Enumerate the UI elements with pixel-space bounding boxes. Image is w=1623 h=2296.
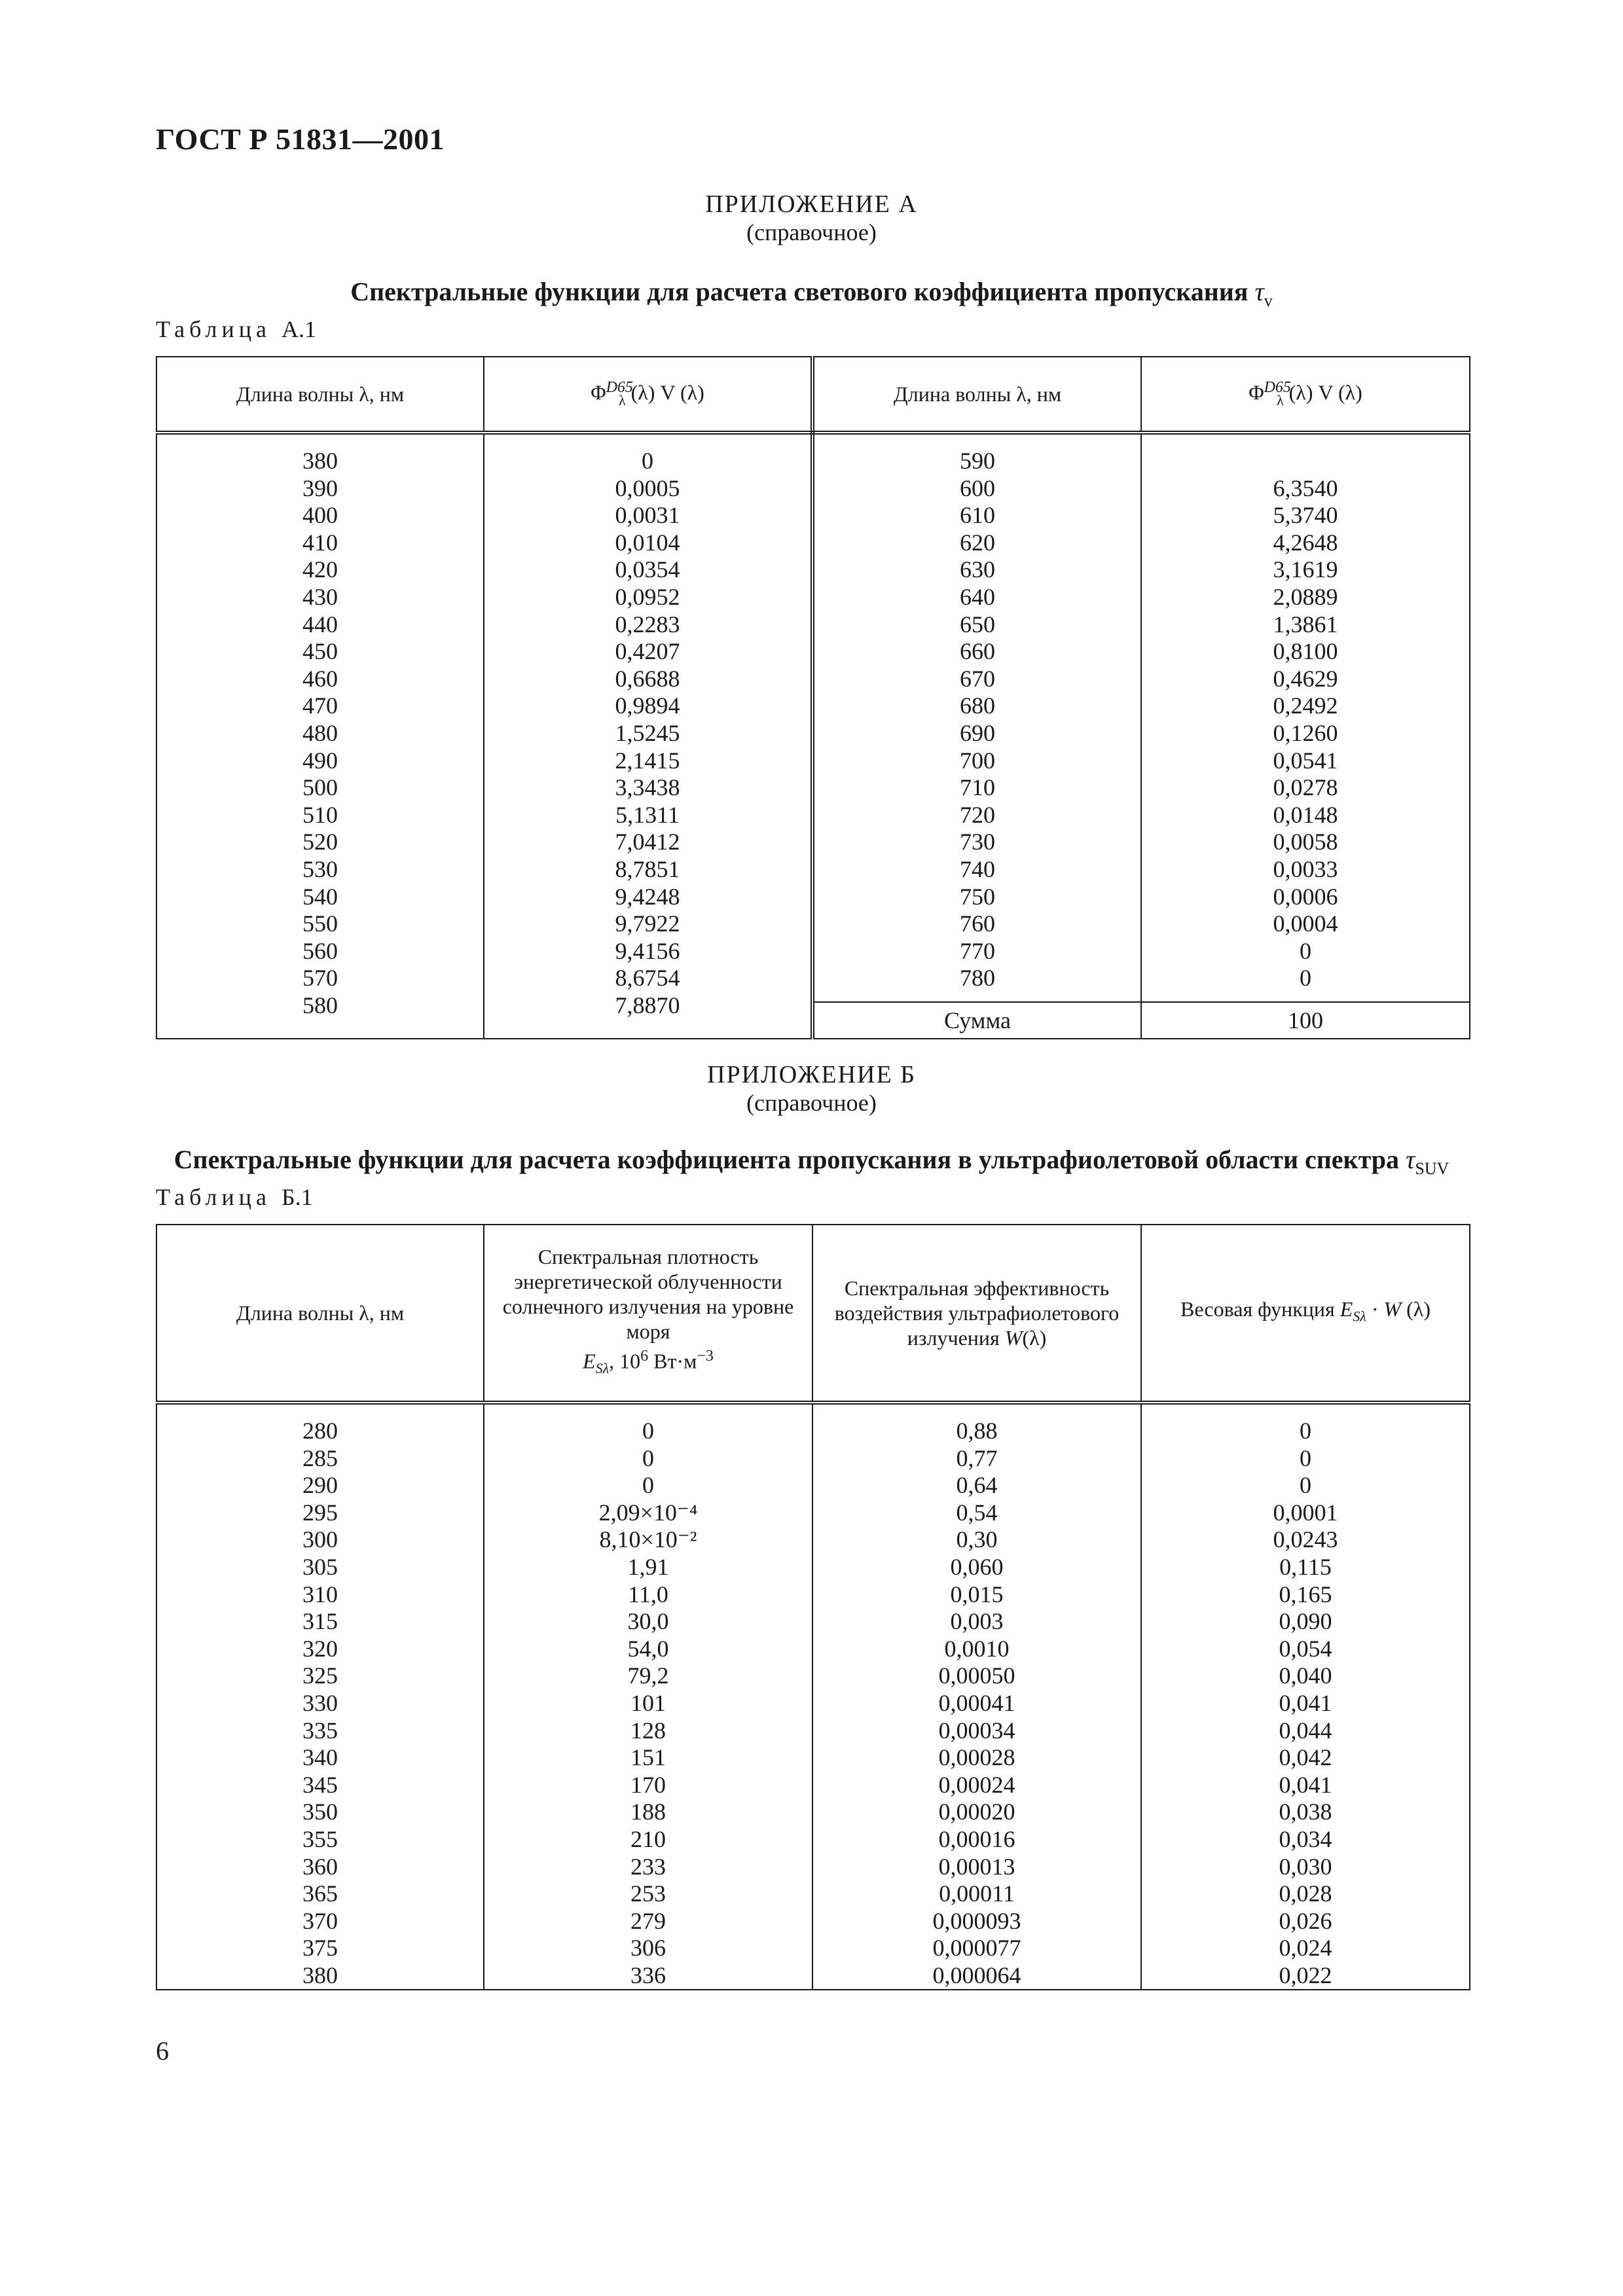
table-cell-value: 0,8100 [1273, 638, 1338, 665]
table-cell-weight: 0 [1300, 1418, 1311, 1444]
table-cell-density: 8,10×10⁻² [599, 1526, 697, 1553]
table-cell-wavelength: 610 [960, 502, 995, 529]
table-cell-wavelength: 365 [302, 1880, 338, 1907]
table-cell-wavelength: 420 [302, 556, 338, 583]
table-cell-wavelength: 560 [302, 937, 338, 964]
table-cell-wavelength: 590 [960, 448, 995, 474]
b-efficiency-column [813, 1418, 1140, 1989]
table-cell-density: 253 [630, 1880, 666, 1907]
table-cell-density: 30,0 [627, 1608, 669, 1635]
table-cell-wavelength: 335 [302, 1717, 338, 1744]
appendix-b-subtitle: (справочное) [746, 1090, 877, 1116]
table-cell-weight: 0,038 [1279, 1799, 1332, 1825]
table-cell-value: 0,0104 [615, 529, 680, 556]
table-cell-wavelength: 630 [960, 556, 995, 583]
table-cell-density: 210 [630, 1825, 666, 1852]
table-cell-value: 0,0005 [615, 475, 680, 501]
table-cell-efficiency: 0,00041 [938, 1689, 1015, 1716]
table-cell-wavelength: 780 [960, 965, 995, 992]
table-b1-label: Таблица Б.1 [156, 1184, 313, 1210]
table-cell-wavelength: 710 [960, 774, 995, 801]
table-cell-density: 279 [630, 1907, 666, 1934]
table-cell-weight: 0,041 [1279, 1771, 1332, 1798]
table-cell-wavelength: 310 [302, 1581, 338, 1607]
table-cell-wavelength: 650 [960, 611, 995, 637]
table-cell-value: 0,0033 [1273, 855, 1338, 882]
table-cell-density: 101 [630, 1689, 666, 1716]
table-cell-value: 0,0541 [1273, 747, 1338, 774]
table-cell-density: 188 [630, 1799, 666, 1825]
sum-value: 100 [1142, 1001, 1469, 1038]
table-cell-wavelength: 295 [302, 1499, 338, 1526]
table-cell-efficiency: 0,00028 [938, 1744, 1015, 1771]
table-cell-weight: 0,044 [1279, 1717, 1332, 1744]
table-cell-weight: 0 [1300, 1472, 1311, 1499]
table-cell-efficiency: 0,000093 [932, 1907, 1021, 1934]
col-wavelength-header-b: Длина волны λ, нм [156, 1225, 484, 1403]
table-cell-efficiency: 0,000077 [932, 1935, 1021, 1962]
table-cell-weight: 0,030 [1279, 1853, 1332, 1880]
table-cell-weight: 0,165 [1279, 1581, 1332, 1607]
table-cell-value: 1,5245 [615, 719, 680, 746]
b-density-column [484, 1418, 812, 1989]
table-cell-value: 0 [1300, 937, 1311, 964]
table-cell-density: 1,91 [627, 1553, 669, 1580]
table-cell-wavelength: 305 [302, 1553, 338, 1580]
table-cell-wavelength: 530 [302, 855, 338, 882]
table-cell-wavelength: 640 [960, 583, 995, 610]
col-wavelength-header: Длина волны λ, нм [156, 357, 484, 433]
table-cell-wavelength: 460 [302, 665, 338, 692]
appendix-a-title: ПРИЛОЖЕНИЕ А [705, 190, 918, 218]
table-cell-value: 7,0412 [615, 829, 680, 855]
table-cell-value: 0,0278 [1273, 774, 1338, 801]
table-a1 [156, 356, 1470, 1039]
table-cell-weight: 0,026 [1279, 1907, 1332, 1934]
table-cell-weight: 0,0001 [1273, 1499, 1338, 1526]
table-cell-wavelength: 620 [960, 529, 995, 556]
table-cell-density: 306 [630, 1935, 666, 1962]
table-b1 [156, 1224, 1470, 1990]
table-cell-value: 2,1415 [615, 747, 680, 774]
table-cell-density: 151 [630, 1744, 666, 1771]
table-cell-wavelength: 520 [302, 829, 338, 855]
appendix-a-section-title [0, 276, 1623, 317]
table-cell-value: 0,9894 [615, 692, 680, 719]
table-cell-wavelength: 720 [960, 801, 995, 828]
table-cell-wavelength: 440 [302, 611, 338, 637]
table-cell-wavelength: 370 [302, 1907, 338, 1934]
table-cell-density: 54,0 [627, 1635, 669, 1662]
table-cell-value: 0 [642, 448, 653, 474]
table-cell-wavelength: 680 [960, 692, 995, 719]
table-cell-efficiency: 0,015 [950, 1581, 1004, 1607]
b-wavelength-column [157, 1418, 483, 1989]
table-cell-weight: 0,040 [1279, 1662, 1332, 1689]
left-wavelength-column [157, 448, 483, 1019]
table-cell-value: 0,0006 [1273, 883, 1338, 910]
table-cell-efficiency: 0,88 [956, 1418, 998, 1444]
table-cell-value: 0,0354 [615, 556, 680, 583]
table-cell-wavelength: 410 [302, 529, 338, 556]
appendix-b-heading [0, 1060, 1623, 1117]
table-cell-density: 0 [642, 1472, 654, 1499]
table-cell-efficiency: 0,00020 [938, 1799, 1015, 1825]
table-cell-wavelength: 450 [302, 638, 338, 665]
table-cell-wavelength: 325 [302, 1662, 338, 1689]
col-density-header: Спектральная плотность энергетической облученности солнечного излучения на уровне моря $E_{S\lambda}$, $10^6$ $Вт\cdot м^{-3}$ [484, 1225, 812, 1403]
table-cell-wavelength: 550 [302, 910, 338, 937]
table-cell-efficiency: 0,000064 [932, 1962, 1021, 1988]
table-cell-density: 0 [642, 1444, 654, 1471]
table-cell-value: 0,0031 [615, 502, 680, 529]
left-value-column [484, 448, 811, 1019]
table-cell-value: 4,2648 [1273, 529, 1338, 556]
table-cell-weight: 0 [1300, 1444, 1311, 1471]
table-cell-value: 9,7922 [615, 910, 680, 937]
table-cell-value: 0,6688 [615, 665, 680, 692]
table-cell-value: 9,4156 [615, 937, 680, 964]
appendix-b-section-text: Спектральные функции для расчета коэффициента пропускания в ультрафиолетовой области спектра [173, 1145, 1399, 1174]
table-cell-weight: 0,115 [1279, 1553, 1332, 1580]
table-cell-wavelength: 480 [302, 719, 338, 746]
appendix-a-subtitle: (справочное) [746, 219, 877, 245]
table-cell-value: 0,4207 [615, 638, 680, 665]
table-cell-efficiency: 0,00016 [938, 1825, 1015, 1852]
appendix-a-section-text: Спектральные функции для расчета светового коэффициента пропускания [350, 277, 1249, 306]
col-efficiency-header: Спектральная эффективность воздействия ультрафиолетового излучения W(λ) [812, 1225, 1141, 1403]
table-cell-efficiency: 0,060 [950, 1553, 1004, 1580]
table-cell-weight: 0,054 [1279, 1635, 1332, 1662]
appendix-b-section-title [0, 1144, 1623, 1185]
sum-label: Сумма [814, 1001, 1140, 1038]
table-cell-wavelength: 660 [960, 638, 995, 665]
table-cell-value: 9,4248 [615, 883, 680, 910]
table-cell-wavelength: 540 [302, 883, 338, 910]
table-cell-value: 0,4629 [1273, 665, 1338, 692]
appendix-a-heading [0, 190, 1623, 246]
table-cell-weight: 0,028 [1279, 1880, 1332, 1907]
table-cell-efficiency: 0,00024 [938, 1771, 1015, 1798]
table-cell-wavelength: 740 [960, 855, 995, 882]
table-cell-wavelength: 390 [302, 475, 338, 501]
table-cell-wavelength: 355 [302, 1825, 338, 1852]
table-cell-value: 8,7851 [615, 855, 680, 882]
table-cell-weight: 0,041 [1279, 1689, 1332, 1716]
table-cell-wavelength: 600 [960, 475, 995, 501]
tau-suv-symbol: $\tau_{SUV}$ [1405, 1145, 1450, 1178]
table-cell-value: 0,2283 [615, 611, 680, 637]
table-cell-wavelength: 700 [960, 747, 995, 774]
table-cell-value: 0,0058 [1273, 829, 1338, 855]
table-cell-efficiency: 0,00013 [938, 1853, 1015, 1880]
table-cell-density: 2,09×10⁻⁴ [598, 1499, 698, 1526]
table-cell-wavelength: 330 [302, 1689, 338, 1716]
col-weight-header: Весовая функция $E_{S\lambda} \cdot W$ (λ) [1141, 1225, 1470, 1403]
table-cell-weight: 0,034 [1279, 1825, 1332, 1852]
table-cell-density: 336 [630, 1962, 666, 1988]
table-cell-density: 233 [630, 1853, 666, 1880]
table-cell-value: 0,0004 [1273, 910, 1338, 937]
appendix-b-title: ПРИЛОЖЕНИЕ Б [707, 1061, 916, 1088]
table-cell-value: 7,8870 [615, 992, 680, 1018]
table-cell-density: 11,0 [628, 1581, 668, 1607]
table-cell-value: 2,0889 [1273, 583, 1338, 610]
page-number: 6 [156, 2036, 169, 2066]
table-cell-value: 0,0952 [615, 583, 680, 610]
table-cell-wavelength: 510 [302, 801, 338, 828]
table-cell-wavelength: 730 [960, 829, 995, 855]
table-cell-wavelength: 315 [302, 1608, 338, 1635]
table-cell-wavelength: 340 [302, 1744, 338, 1771]
document-header: ГОСТ Р 51831—2001 [156, 122, 445, 156]
tau-v-symbol: $\tau_v$ [1254, 277, 1273, 310]
table-cell-efficiency: 0,30 [956, 1526, 998, 1553]
table-cell-wavelength: 300 [302, 1526, 338, 1553]
table-cell-wavelength: 320 [302, 1635, 338, 1662]
table-cell-value: 0 [1300, 965, 1311, 992]
table-cell-wavelength: 750 [960, 883, 995, 910]
table-cell-wavelength: 580 [302, 992, 338, 1018]
table-cell-efficiency: 0,77 [956, 1444, 998, 1471]
table-cell-wavelength: 400 [302, 502, 338, 529]
table-cell-density: 128 [630, 1717, 666, 1744]
table-cell-wavelength: 770 [960, 937, 995, 964]
table-cell-wavelength: 570 [302, 965, 338, 992]
table-cell-efficiency: 0,54 [956, 1499, 998, 1526]
table-cell-efficiency: 0,0010 [944, 1635, 1010, 1662]
b-weight-column [1142, 1418, 1469, 1989]
table-cell-density: 79,2 [627, 1662, 669, 1689]
table-cell-efficiency: 0,003 [950, 1608, 1004, 1635]
table-cell-wavelength: 690 [960, 719, 995, 746]
table-cell-value: 5,3740 [1273, 502, 1338, 529]
col-phi-header: $\Phi^{D65}_\lambda$ (λ) V (λ) [484, 357, 812, 433]
table-cell-efficiency: 0,64 [956, 1472, 998, 1499]
table-cell-efficiency: 0,00034 [938, 1717, 1015, 1744]
table-cell-wavelength: 430 [302, 583, 338, 610]
table-cell-wavelength: 760 [960, 910, 995, 937]
table-cell-wavelength: 360 [302, 1853, 338, 1880]
table-cell-wavelength: 490 [302, 747, 338, 774]
col-phi-header-2: $\Phi^{D65}_\lambda$ (λ) V (λ) [1141, 357, 1470, 433]
table-cell-weight: 0,090 [1279, 1608, 1332, 1635]
table-cell-value: 8,6754 [615, 965, 680, 992]
table-cell-value [1142, 448, 1469, 475]
table-cell-density: 170 [630, 1771, 666, 1798]
right-value-column [1142, 435, 1469, 1001]
table-cell-wavelength: 380 [302, 1962, 338, 1988]
table-cell-wavelength: 290 [302, 1472, 338, 1499]
table-cell-efficiency: 0,00050 [938, 1662, 1015, 1689]
table-cell-value: 6,3540 [1273, 475, 1338, 501]
table-cell-weight: 0,024 [1279, 1935, 1332, 1962]
table-cell-wavelength: 350 [302, 1799, 338, 1825]
table-cell-weight: 0,0243 [1273, 1526, 1338, 1553]
table-cell-density: 0 [642, 1418, 654, 1444]
table-cell-value: 0,0148 [1273, 801, 1338, 828]
table-cell-value: 1,3861 [1273, 611, 1338, 637]
table-cell-weight: 0,042 [1279, 1744, 1332, 1771]
table-cell-wavelength: 285 [302, 1444, 338, 1471]
table-cell-efficiency: 0,00011 [939, 1880, 1015, 1907]
table-cell-value: 3,3438 [615, 774, 680, 801]
table-cell-wavelength: 280 [302, 1418, 338, 1444]
table-cell-weight: 0,022 [1279, 1962, 1332, 1988]
right-wavelength-column [814, 435, 1140, 1001]
table-cell-value: 5,1311 [615, 801, 680, 828]
table-cell-wavelength: 470 [302, 692, 338, 719]
table-cell-value: 3,1619 [1273, 556, 1338, 583]
table-cell-value: 0,2492 [1273, 692, 1338, 719]
table-cell-value: 0,1260 [1273, 719, 1338, 746]
table-cell-wavelength: 375 [302, 1935, 338, 1962]
table-cell-wavelength: 345 [302, 1771, 338, 1798]
table-cell-wavelength: 380 [302, 448, 338, 474]
col-wavelength-header-2: Длина волны λ, нм [812, 357, 1141, 433]
table-cell-wavelength: 670 [960, 665, 995, 692]
table-cell-wavelength: 500 [302, 774, 338, 801]
table-a1-label: Таблица А.1 [156, 316, 316, 342]
